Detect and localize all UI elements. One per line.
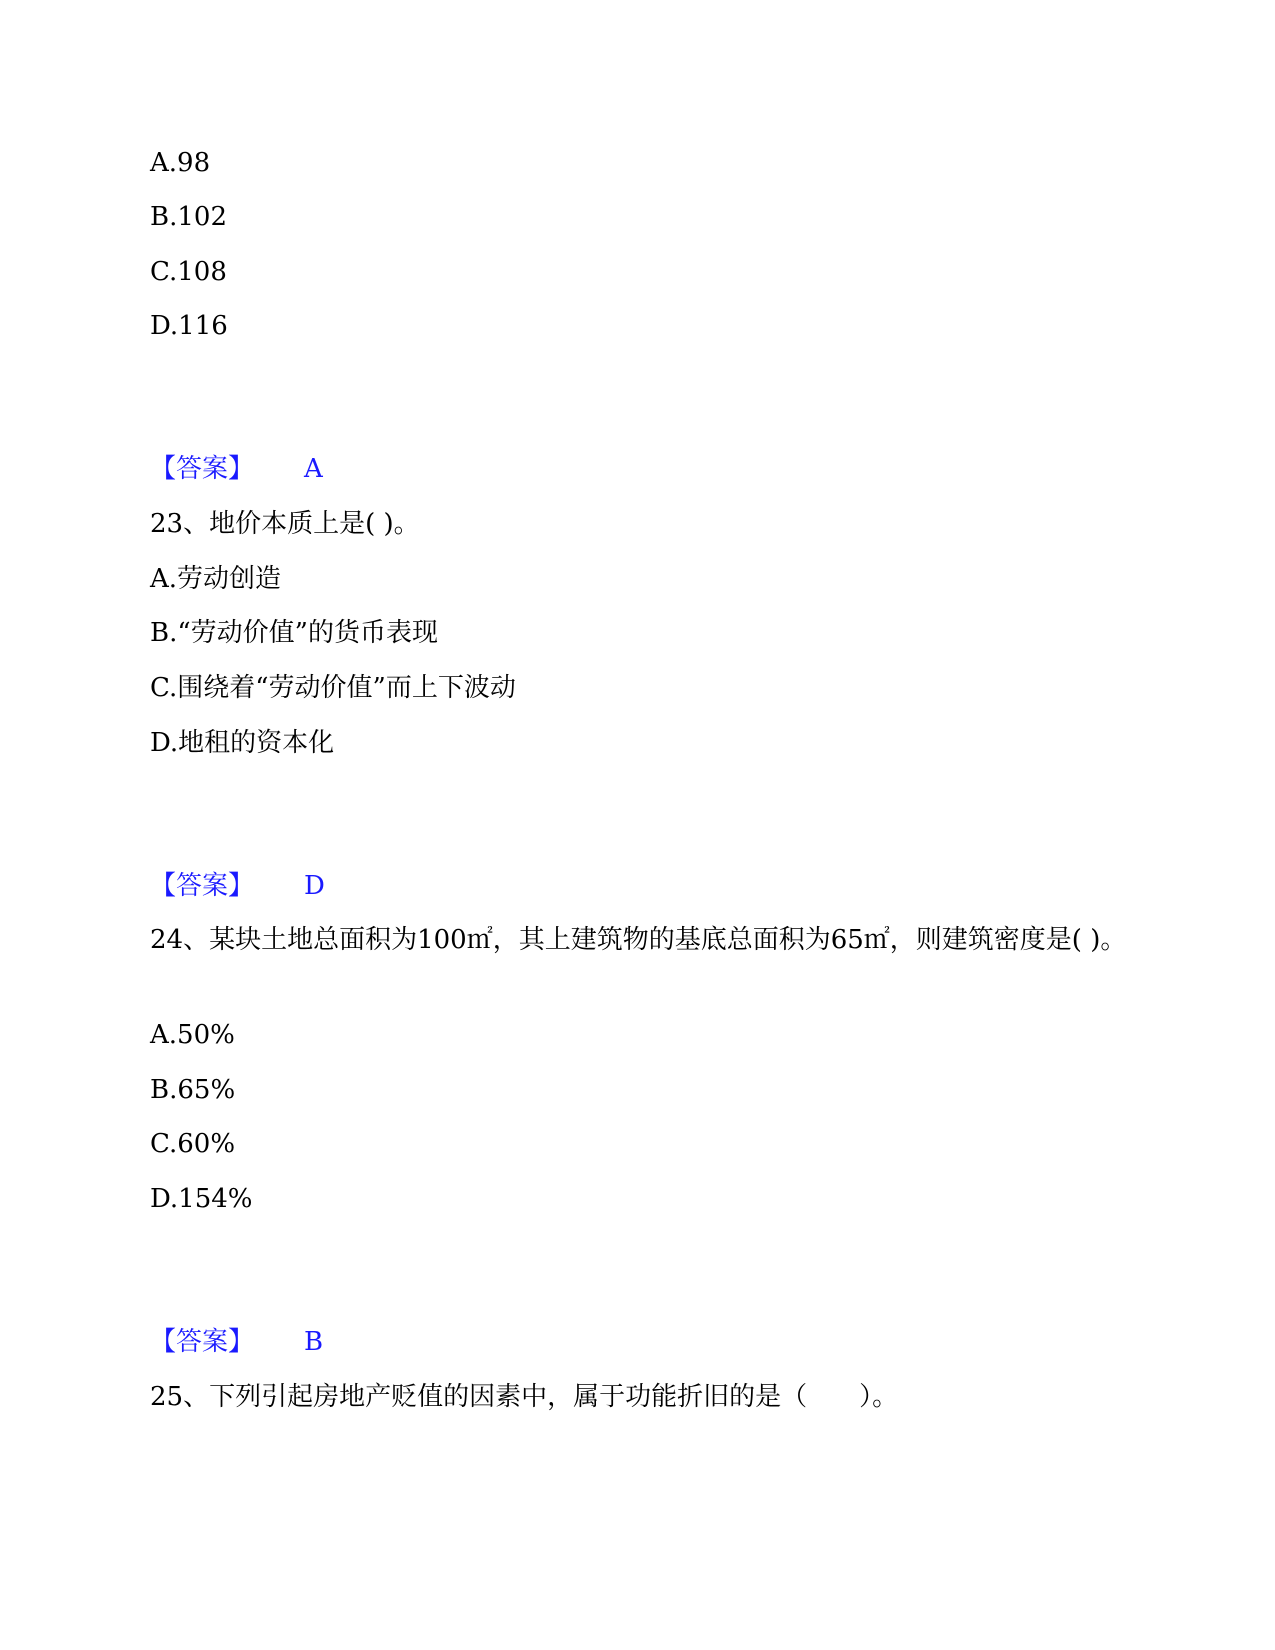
q24-option-b: B.65%	[150, 1075, 236, 1105]
q24-option-a: A.50%	[150, 1020, 235, 1050]
q23-answer	[150, 869, 325, 903]
q25-question: 25、下列引起房地产贬值的因素中，属于功能折旧的是（ ）。	[150, 1382, 899, 1412]
q22-option-d: D.116	[150, 311, 228, 341]
answer-value: B	[304, 1327, 324, 1357]
q22-option-a: A.98	[150, 148, 211, 178]
q23-option-a: A.劳动创造	[150, 564, 282, 594]
q23-question: 23、地价本质上是( )。	[150, 509, 420, 539]
q23-option-b: B.“劳动价值”的货币表现	[150, 618, 438, 648]
q22-option-c: C.108	[150, 257, 227, 287]
q24-answer	[150, 1325, 323, 1359]
q24-option-c: C.60%	[150, 1129, 236, 1159]
q24-question: 24、某块土地总面积为100㎡，其上建筑物的基底总面积为65㎡，则建筑密度是( )。	[150, 925, 1127, 955]
q23-option-d: D.地租的资本化	[150, 728, 335, 758]
q22-option-b: B.102	[150, 202, 227, 232]
answer-value: D	[304, 871, 325, 901]
answer-label: 【答案】	[150, 454, 255, 484]
answer-label: 【答案】	[150, 871, 255, 901]
q23-option-c: C.围绕着“劳动价值”而上下波动	[150, 673, 516, 703]
q24-option-d: D.154%	[150, 1184, 253, 1214]
q22-answer	[150, 452, 323, 486]
answer-value: A	[304, 454, 323, 484]
answer-label: 【答案】	[150, 1327, 255, 1357]
